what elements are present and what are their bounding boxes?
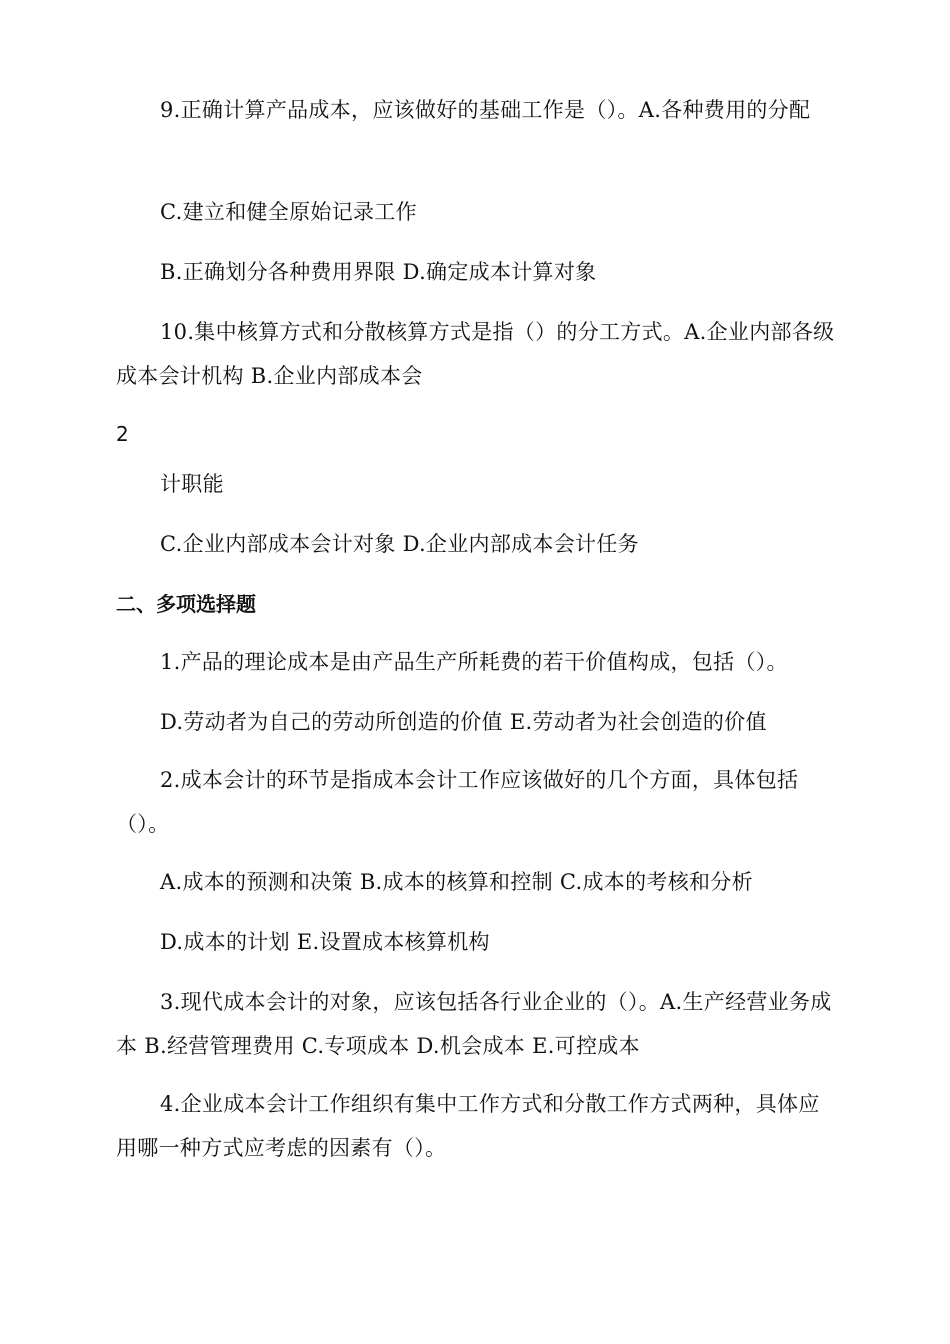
multi-question-2-options-a-c: A.成本的预测和决策 B.成本的核算和控制 C.成本的考核和分析 xyxy=(160,870,753,894)
multi-question-1: 1.产品的理论成本是由产品生产所耗费的若干价值构成，包括（）。 xyxy=(160,650,788,674)
question-10-options-c-d: C.企业内部成本会计对象 D.企业内部成本会计任务 xyxy=(160,532,639,556)
question-9: 9.正确计算产品成本，应该做好的基础工作是（）。A.各种费用的分配 xyxy=(160,98,811,122)
multi-question-3: 3.现代成本会计的对象，应该包括各行业企业的（）。A.生产经营业务成本 B.经营管理费用 C.专项成本 D.机会成本 E.可控成本 xyxy=(116,990,832,1058)
question-9-option-c: C.建立和健全原始记录工作 xyxy=(160,200,417,224)
question-10-continued: 计职能 xyxy=(160,472,224,496)
page-number: 2 xyxy=(116,422,129,446)
multi-question-4: 4.企业成本会计工作组织有集中工作方式和分散工作方式两种，具体应用哪一种方式应考虑的因素有（）。 xyxy=(116,1092,820,1160)
multi-question-1-options: D.劳动者为自己的劳动所创造的价值 E.劳动者为社会创造的价值 xyxy=(160,710,767,734)
question-10: 10.集中核算方式和分散核算方式是指（）的分工方式。A.企业内部各级成本会计机构 B.企业内部成本会 xyxy=(116,320,835,388)
question-9-options-b-d: B.正确划分各种费用界限 D.确定成本计算对象 xyxy=(160,260,597,284)
multi-question-2-options-d-e: D.成本的计划 E.设置成本核算机构 xyxy=(160,930,490,954)
section-heading: 二、多项选择题 xyxy=(116,592,256,616)
multi-question-2: 2.成本会计的环节是指成本会计工作应该做好的几个方面，具体包括（）。 xyxy=(116,768,799,836)
